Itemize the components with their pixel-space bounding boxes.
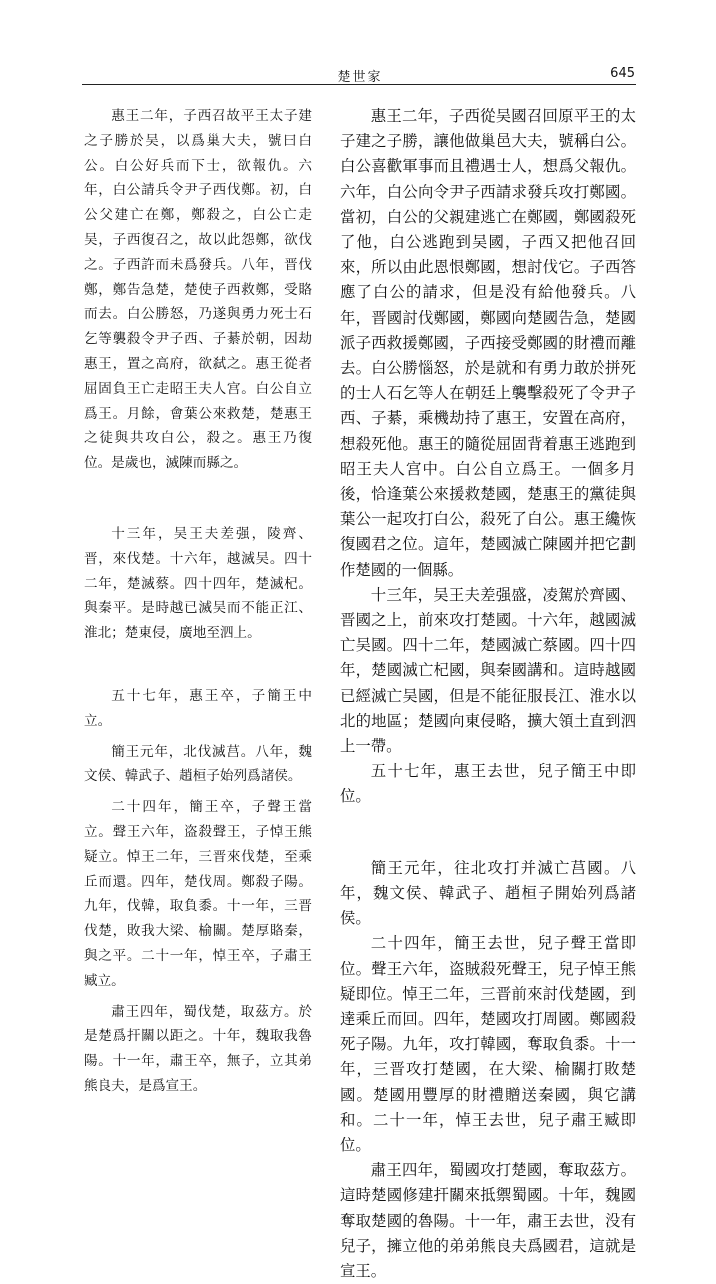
translation-paragraph: 簡王元年，往北攻打并滅亡莒國。八年，魏文侯、韓武子、趙桓子開始列爲諸侯。 (340, 858, 636, 928)
original-paragraph: 簡王元年，北伐滅莒。八年，魏文侯、韓武子、趙桓子始列爲諸侯。 (84, 743, 312, 785)
page-header (0, 0, 716, 90)
page-number: 645 (610, 66, 635, 81)
translation-paragraph: 二十四年，簡王去世，兒子聲王當即位。聲王六年，盗賊殺死聲王，兒子悼王熊疑即位。悼王二年，三晋前來討伐楚國，到達乘丘而回。四年，楚國攻打周國。鄭國殺死子陽。九年，攻打韓國，奪取負黍。十一年，三晋攻打楚國，在大梁、榆關打敗楚國。楚國用豐厚的財禮贈送秦國，與它講和。二十一年，悼王去世，兒子肅王臧即位。 (340, 934, 636, 1154)
translation-paragraph: 十三年，吴王夫差强盛，凌駕於齊國、晋國之上，前來攻打楚國。十六年，越國滅亡吴國。四十二年，楚國滅亡蔡國。四十四年，楚國滅亡杞國，與秦國講和。這時越國已經滅亡吴國，但是不能征服長江、淮水以北的地區；楚國向東侵略，擴大領土直到泗上一帶。 (340, 585, 636, 756)
original-paragraph: 惠王二年，子西召故平王太子建之子勝於吴，以爲巢大夫，號曰白公。白公好兵而下士，欲報仇。六年，白公請兵令尹子西伐鄭。初，白公父建亡在鄭，鄭殺之，白公亡走吴，子西復召之，故以此怨鄭，欲伐之。子西許而未爲發兵。八年，晋伐鄭，鄭告急楚，楚使子西救鄭，受賂而去。白公勝怒，乃遂與勇力死士石乞等襲殺令尹子西、子綦於朝，因劫惠王，置之高府，欲弑之。惠王從者屈固負王亡走昭王夫人宫。白公自立爲王。月餘，會葉公來救楚，楚惠王之徒與共攻白公，殺之。惠王乃復位。是歲也，滅陳而縣之。 (84, 108, 312, 472)
header-rule (82, 84, 636, 85)
running-title: 楚世家 (337, 70, 383, 85)
original-paragraph: 二十四年，簡王卒，子聲王當立。聲王六年，盗殺聲王，子悼王熊疑立。悼王二年，三晋來伐楚，至乘丘而還。四年，楚伐周。鄭殺子陽。九年，伐韓，取負黍。十一年，三晋伐楚，敗我大梁、榆關。楚厚賂秦，與之平。二十一年，悼王卒，子肅王臧立。 (84, 799, 312, 989)
translation-paragraph: 惠王二年，子西從吴國召回原平王的太子建之子勝，讓他做巢邑大夫，號稱白公。白公喜歡軍事而且禮遇士人，想爲父報仇。六年，白公向令尹子西請求發兵攻打鄭國。當初，白公的父親建逃亡在鄭國，鄭國殺死了他，白公逃跑到吴國，子西又把他召回來，所以由此恩恨鄭國，想討伐它。子西答應了白公的請求，但是没有給他發兵。八年，晋國討伐鄭國，鄭國向楚國告急，楚國派子西救援鄭國，子西接受鄭國的財禮而離去。白公勝惱怒，於是就和有勇力敢於拼死的士人石乞等人在朝廷上襲擊殺死了令尹子西、子綦，乘機劫持了惠王，安置在高府，想殺死他。惠王的隨從屈固背着惠王逃跑到昭王夫人宫中。白公自立爲王。一個多月後，恰逢葉公來援救楚國，楚惠王的黨徒與葉公一起攻打白公，殺死了白公。惠王纔恢復國君之位。這年，楚國滅亡陳國并把它劃作楚國的一個縣。 (340, 107, 636, 579)
paragraph-gap (84, 476, 312, 522)
original-paragraph: 五十七年，惠王卒，子簡王中立。 (84, 687, 312, 729)
original-paragraph: 肅王四年，蜀伐楚，取茲方。於是楚爲扞關以距之。十年，魏取我魯陽。十一年，肅王卒，無子，立其弟熊良夫，是爲宣王。 (84, 1003, 312, 1094)
translation-paragraph: 五十七年，惠王去世，兒子簡王中即位。 (340, 762, 636, 806)
translation-paragraph: 肅王四年，蜀國攻打楚國，奪取茲方。這時楚國修建扞關來抵禦蜀國。十年，魏國奪取楚國的魯陽。十一年，肅王去世，没有兒子，擁立他的弟弟熊良夫爲國君，這就是宣王。 (340, 1161, 636, 1280)
paragraph-gap (84, 646, 312, 684)
paragraph-gap (340, 810, 636, 856)
original-text-column (84, 104, 312, 1094)
original-paragraph: 十三年，吴王夫差强，陵齊、晋，來伐楚。十六年，越滅吴。四十二年，楚滅蔡。四十四年，楚滅杞。與秦平。是時越已滅吴而不能正江、淮北；楚東侵，廣地至泗上。 (84, 525, 312, 642)
translation-text-column (340, 104, 636, 1280)
